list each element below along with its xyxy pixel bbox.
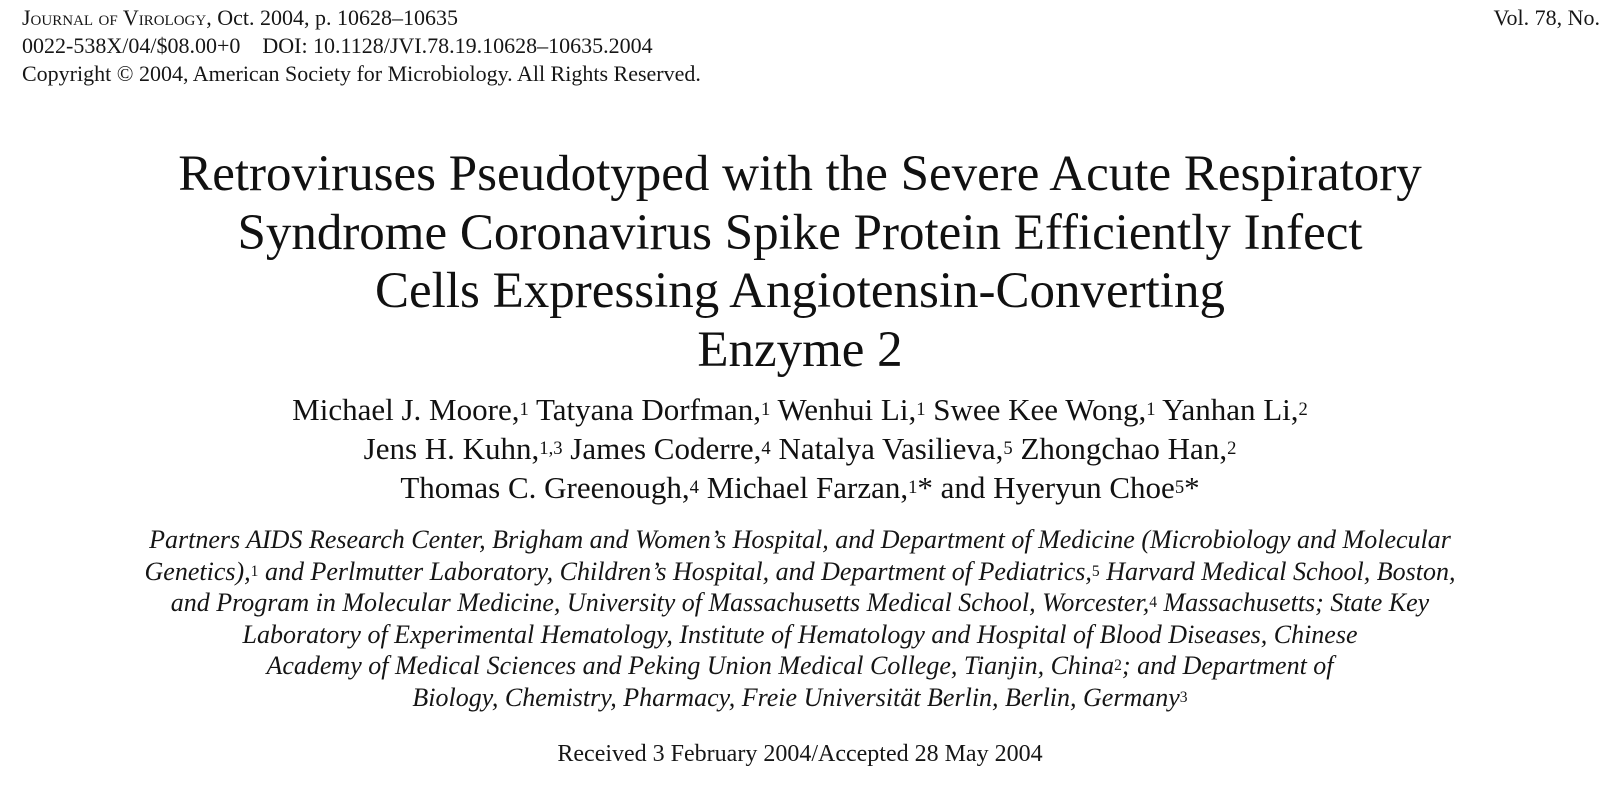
author-affiliation-marker: 1,3 — [539, 438, 563, 460]
affiliation-line-6 — [0, 682, 1600, 714]
doi-line — [22, 32, 1600, 60]
title-line-1: Retroviruses Pseudotyped with the Severe Acute Respiratory — [178, 146, 1422, 202]
affiliations — [0, 524, 1600, 714]
author-affiliation-marker: 5 — [1174, 477, 1185, 499]
author-name: Tatyana Dorfman, — [528, 392, 762, 427]
citation-line — [22, 4, 1600, 32]
author-affiliation-marker: 2 — [1227, 438, 1237, 460]
author-name: Wenhui Li, — [770, 392, 917, 427]
author-line-2 — [0, 429, 1600, 468]
affiliation-text: ; and Department of — [1121, 651, 1334, 681]
title-line-4: Enzyme 2 — [697, 321, 903, 378]
affiliation-text: Harvard Medical School, Boston, — [1099, 556, 1456, 586]
author-name: Michael J. Moore, — [292, 392, 520, 427]
citation-details: , Oct. 2004, p. 10628–10635 — [206, 5, 458, 30]
author-affiliation-marker: 1 — [519, 399, 529, 421]
copyright-text: Copyright © 2004, American Society for Microbiology. All Rights Reserved. — [22, 61, 701, 86]
title-line-2: Syndrome Coronavirus Spike Protein Efficiently Infect — [237, 204, 1363, 261]
author-list — [0, 390, 1600, 507]
author-affiliation-marker: 2 — [1298, 399, 1308, 421]
title-line-3: Cells Expressing Angiotensin-Converting — [375, 263, 1225, 319]
affiliation-text: and Perlmutter Laboratory, Children’s Hospital, and Department of Pediatrics, — [258, 556, 1092, 586]
article-title — [0, 145, 1600, 379]
author-name: Michael Farzan, — [698, 470, 909, 505]
author-name: Yanhan Li, — [1155, 392, 1299, 427]
volume-label: Vol. 78, No. — [1493, 5, 1600, 30]
copyright-line — [22, 60, 1600, 88]
author-affiliation-marker: 4 — [761, 438, 771, 460]
affiliation-marker: 5 — [1091, 562, 1100, 580]
affiliation-marker: 3 — [1179, 689, 1188, 707]
author-name: Zhongchao Han, — [1012, 431, 1228, 466]
journal-header — [22, 4, 1600, 88]
received-accepted-dates: Received 3 February 2004/Accepted 28 May 2004 — [557, 741, 1043, 767]
affiliation-text: Genetics), — [144, 556, 251, 586]
author-name: * and Hyeryun Choe — [917, 470, 1175, 505]
affiliation-line-4: Laboratory of Experimental Hematology, Institute of Hematology and Hospital of Blood Diseases, Chinese — [242, 619, 1358, 649]
affiliation-line-5 — [0, 650, 1600, 682]
affiliation-marker: 1 — [250, 562, 259, 580]
affiliation-line-1: Partners AIDS Research Center, Brigham and Women’s Hospital, and Department of Medicine (Microbiology and Molecular — [149, 525, 1451, 554]
author-affiliation-marker: 1 — [761, 399, 771, 421]
author-name: James Coderre, — [562, 431, 762, 466]
doi-text: 0022-538X/04/$08.00+0 DOI: 10.1128/JVI.78.19.10628–10635.2004 — [22, 33, 653, 58]
affiliation-marker: 2 — [1114, 657, 1122, 675]
author-affiliation-marker: 1 — [1146, 399, 1156, 421]
affiliation-text: Biology, Chemistry, Pharmacy, Freie Universität Berlin, Berlin, Germany — [412, 682, 1180, 712]
affiliation-line-3 — [0, 587, 1600, 619]
author-affiliation-marker: 5 — [1003, 438, 1013, 460]
author-name: Thomas C. Greenough, — [400, 470, 690, 505]
author-affiliation-marker: 4 — [689, 477, 699, 499]
author-name: Swee Kee Wong, — [925, 392, 1147, 427]
affiliation-line-2 — [0, 556, 1600, 588]
author-name: Jens H. Kuhn, — [363, 431, 540, 466]
affiliation-text: and Program in Molecular Medicine, University of Massachusetts Medical School, Worcester, — [170, 588, 1150, 618]
author-name: Natalya Vasilieva, — [770, 431, 1004, 466]
author-line-1 — [0, 390, 1600, 429]
affiliation-text: Massachusetts; State Key — [1157, 588, 1430, 618]
affiliation-marker: 4 — [1149, 594, 1157, 612]
author-affiliation-marker: 1 — [916, 399, 926, 421]
author-line-3 — [0, 468, 1600, 507]
journal-name: Journal of Virology — [22, 5, 207, 30]
author-affiliation-marker: 1 — [908, 477, 918, 499]
corresponding-author-mark: * — [1184, 470, 1200, 505]
affiliation-text: Academy of Medical Sciences and Peking Union Medical College, Tianjin, China — [266, 651, 1115, 681]
